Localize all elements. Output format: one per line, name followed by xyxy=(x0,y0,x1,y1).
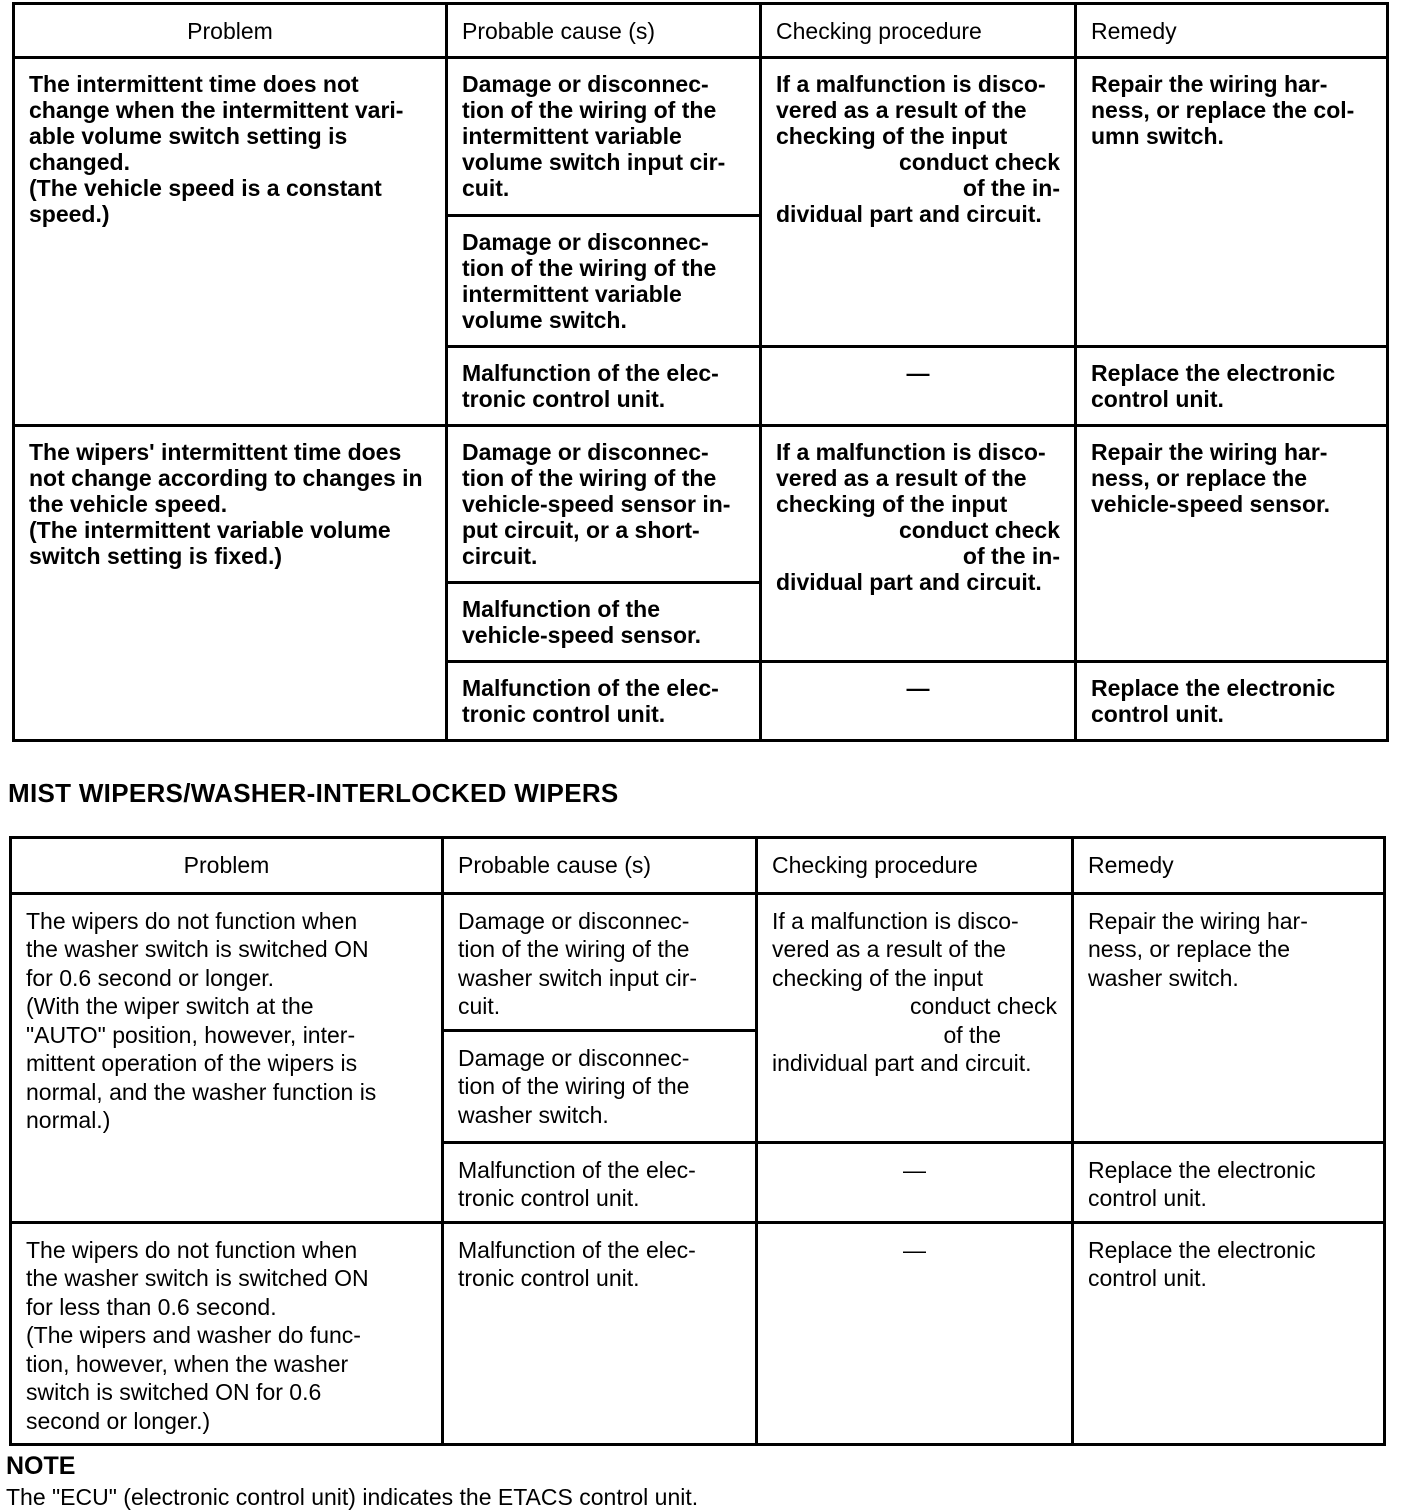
remedy-cell: Replace the electronic control unit. xyxy=(1076,347,1388,426)
problem-cell: The wipers do not function when the washer switch is switched ON for 0.6 second or longer. (With the wiper switch at the "AUTO" position, however, inter- mittent operation of the wipers is normal, and the washer function is normal.) xyxy=(11,893,443,1222)
cause-cell: Damage or disconnec- tion of the wiring of the washer switch. xyxy=(443,1030,757,1142)
header-problem: Problem xyxy=(11,838,443,894)
header-checking-procedure: Checking procedure xyxy=(757,838,1073,894)
header-remedy: Remedy xyxy=(1076,4,1388,58)
cause-cell: Damage or disconnec- tion of the wiring of the intermittent variable volume switch. xyxy=(447,216,761,347)
cause-cell: Malfunction of the vehicle-speed sensor. xyxy=(447,583,761,662)
header-probable-cause: Probable cause (s) xyxy=(443,838,757,894)
header-probable-cause: Probable cause (s) xyxy=(447,4,761,58)
cause-cell: Damage or disconnec- tion of the wiring of the vehicle-speed sensor in- put circuit, or a short- circuit. xyxy=(447,426,761,583)
remedy-cell: Replace the electronic control unit. xyxy=(1073,1222,1385,1445)
checking-dash: — xyxy=(757,1222,1073,1445)
header-problem: Problem xyxy=(14,4,447,58)
checking-cell: If a malfunction is disco- vered as a result of the checking of the input conduct check of the in- dividual part and circuit. xyxy=(761,58,1076,347)
remedy-cell: Repair the wiring har- ness, or replace the washer switch. xyxy=(1073,893,1385,1142)
cause-cell: Damage or disconnec- tion of the wiring of the intermittent variable volume switch input cir- cuit. xyxy=(447,58,761,216)
problem-cell: The intermittent time does not change when the intermittent vari- able volume switch setting is changed. (The vehicle speed is a constant speed.) xyxy=(14,58,447,426)
table-row xyxy=(11,893,1385,1030)
table-header-row xyxy=(14,4,1388,58)
checking-cell: If a malfunction is disco- vered as a result of the checking of the input conduct check of the individual part and circuit. xyxy=(757,893,1073,1142)
cause-cell: Malfunction of the elec- tronic control unit. xyxy=(443,1142,757,1222)
problem-cell: The wipers' intermittent time does not change according to changes in the vehicle speed. (The intermittent variable volume switch setting is fixed.) xyxy=(14,426,447,741)
table-row xyxy=(14,58,1388,216)
remedy-cell: Repair the wiring har- ness, or replace the col- umn switch. xyxy=(1076,58,1388,347)
remedy-cell: Replace the electronic control unit. xyxy=(1076,662,1388,741)
header-remedy: Remedy xyxy=(1073,838,1385,894)
cause-cell: Damage or disconnec- tion of the wiring of the washer switch input cir- cuit. xyxy=(443,893,757,1030)
header-checking-procedure: Checking procedure xyxy=(761,4,1076,58)
note-text: The "ECU" (electronic control unit) indicates the ETACS control unit. xyxy=(6,1484,699,1510)
remedy-cell: Repair the wiring har- ness, or replace the vehicle-speed sensor. xyxy=(1076,426,1388,662)
note-label: NOTE xyxy=(6,1452,76,1480)
checking-dash: — xyxy=(757,1142,1073,1222)
troubleshooting-table-mist-wipers xyxy=(9,836,1386,1446)
table-header-row xyxy=(11,838,1385,894)
cause-cell: Malfunction of the elec- tronic control unit. xyxy=(447,347,761,426)
table-row xyxy=(11,1222,1385,1445)
troubleshooting-table-intermittent xyxy=(12,2,1389,742)
cause-cell: Malfunction of the elec- tronic control unit. xyxy=(447,662,761,741)
checking-dash: — xyxy=(761,662,1076,741)
checking-cell: If a malfunction is disco- vered as a result of the checking of the input conduct check of the in- dividual part and circuit. xyxy=(761,426,1076,662)
problem-cell: The wipers do not function when the washer switch is switched ON for less than 0.6 second. (The wipers and washer do func- tion, however, when the washer switch is switched ON for 0.6 second or longer.) xyxy=(11,1222,443,1445)
checking-dash: — xyxy=(761,347,1076,426)
cause-cell: Malfunction of the elec- tronic control unit. xyxy=(443,1222,757,1445)
table-row xyxy=(14,426,1388,583)
remedy-cell: Replace the electronic control unit. xyxy=(1073,1142,1385,1222)
section-heading: MIST WIPERS/WASHER-INTERLOCKED WIPERS xyxy=(8,778,619,808)
